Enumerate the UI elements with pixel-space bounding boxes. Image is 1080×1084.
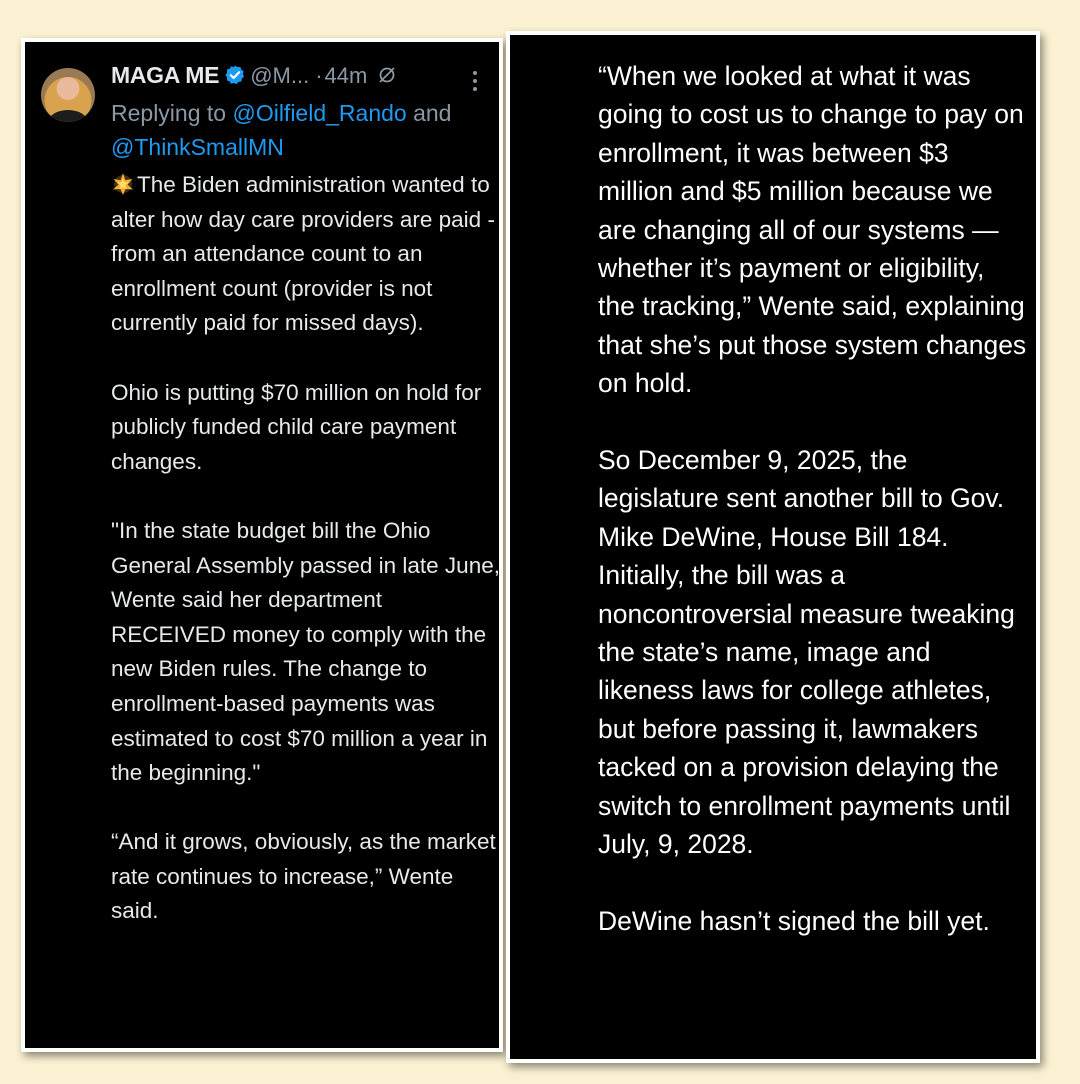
tweet-paragraph: Ohio is putting $70 million on hold for publicly funded child care payment changes.: [111, 379, 482, 474]
author-handle[interactable]: @M...: [250, 63, 310, 88]
tweet-header: [111, 62, 491, 96]
tweet-paragraph: “And it grows, obviously, as the market rate continues to increase,” Wente said.: [111, 829, 496, 924]
timestamp[interactable]: 44m: [324, 63, 368, 88]
mention-link-thinksmallmn[interactable]: @ThinkSmallMN: [111, 134, 284, 160]
article-paragraph: “When we looked at what it was going to cost us to change to pay on enrollment, it was between $3 million and $5 million because we are changing all of our systems — whether it’s payment or eligibility, the tracking,” Wente said, explaining that she’s put those system changes on hold.: [598, 61, 1027, 399]
separator-dot: ·: [315, 63, 323, 88]
article-text: [598, 57, 1028, 940]
tweet-paragraph: The Biden administration wanted to alter how day care providers are paid - from an attendance count to an enrollment count (provider is not currently paid for missed days).: [111, 172, 495, 336]
verified-badge-icon: [224, 64, 246, 86]
tweet-screenshot-panel: [21, 38, 503, 1052]
article-paragraph: So December 9, 2025, the legislature sent another bill to Gov. Mike DeWine, House Bill 184. Initially, the bill was a noncontroversial measure tweaking the state’s name, image and likeness laws for college athletes, but before passing it, lawmakers tacked on a provision delaying the switch to enrollment payments until July, 9, 2028.: [598, 445, 1015, 860]
replying-to-label: Replying to: [111, 100, 233, 126]
avatar[interactable]: [41, 68, 95, 122]
mention-link-oilfield-rando[interactable]: @Oilfield_Rando: [232, 100, 407, 126]
more-options-icon[interactable]: [473, 71, 477, 91]
grok-icon[interactable]: [377, 65, 397, 85]
replying-to-line: [111, 96, 491, 164]
replying-joiner: and: [406, 100, 452, 126]
article-excerpt-panel: [506, 31, 1040, 1063]
sparkle-star-icon: [111, 172, 135, 196]
tweet-text: [111, 168, 503, 929]
article-paragraph: DeWine hasn’t signed the bill yet.: [598, 905, 990, 936]
author-name[interactable]: MAGA ME: [111, 62, 220, 88]
tweet-paragraph: "In the state budget bill the Ohio General Assembly passed in late June, Wente said her department RECEIVED money to comply with the new Biden rules. The change to enrollment-based payments was estimated to cost $70 million a year in the beginning.": [111, 517, 500, 786]
